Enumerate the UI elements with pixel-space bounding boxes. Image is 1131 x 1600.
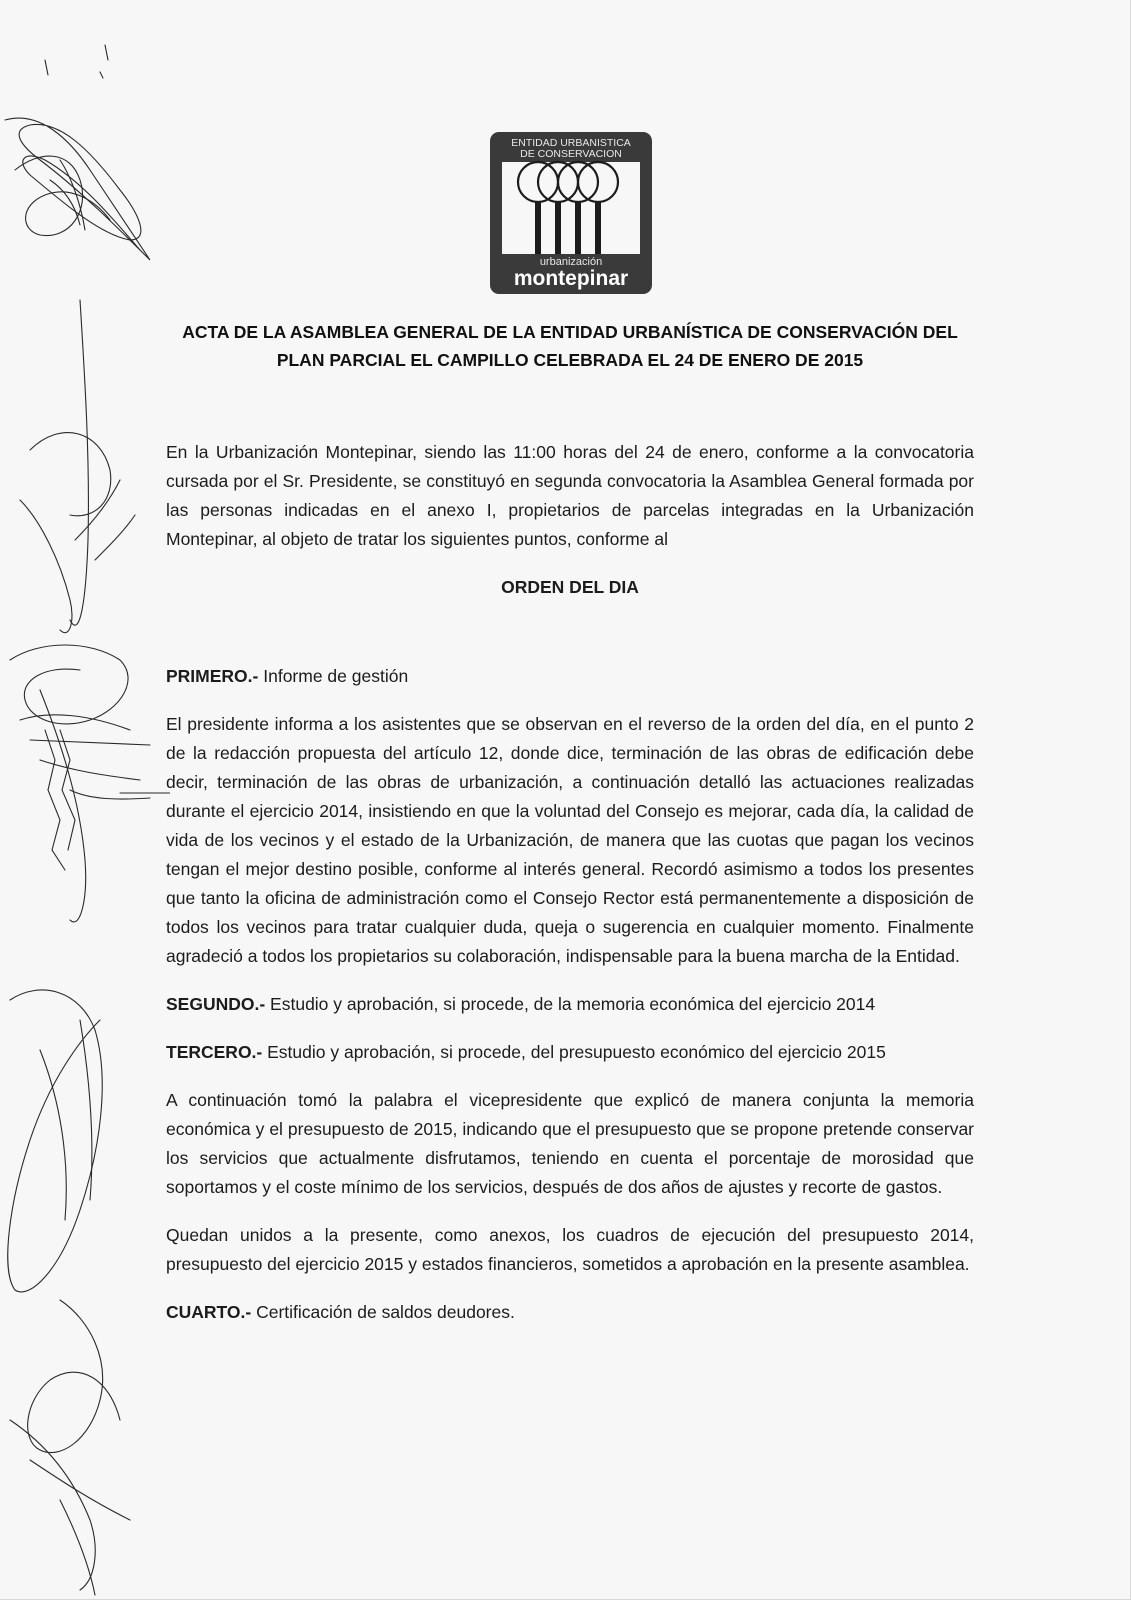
document-title — [160, 318, 980, 374]
logo-line1: ENTIDAD URBANISTICA — [511, 137, 631, 149]
item-tercero — [166, 1038, 974, 1067]
primero-body: El presidente informa a los asistentes que se observan en el reverso de la orden del día, en el punto 2 de la redacción propuesta del artículo 12, donde dice, terminación de las obras de edificación debe decir, terminación de las obras de urbanización, a continuación detalló las actuaciones realizadas durante el ejercicio 2014, insistiendo en que la voluntad del Consejo es mejorar, cada día, la calidad de vida de los vecinos y el estado de la Urbanización, de manera que las cuotas que pagan los vecinos tengan el mejor destino posible, conforme al interés general. Recordó asimismo a todos los presentes que tanto la oficina de administración como el Consejo Rector está permanentemente a disposición de todos los vecinos para tratar cualquier duda, queja o sugerencia en cualquier momento. Finalmente agradeció a todos los propietarios su colaboración, indispensable para la buena marcha de la Entidad. — [166, 714, 974, 966]
intro-paragraph: En la Urbanización Montepinar, siendo las 11:00 horas del 24 de enero, conforme a la convocatoria cursada por el Sr. Presidente, se constituyó en segunda convocatoria la Asamblea General formada por las personas indicadas en el anexo I, propietarios de parcelas integradas en la Urbanización Montepinar, al objeto de tratar los siguientes puntos, conforme al — [166, 442, 974, 549]
item-primero — [166, 662, 974, 691]
title-line-1: ACTA DE LA ASAMBLEA GENERAL DE LA ENTIDAD URBANÍSTICA DE CONSERVACIÓN DEL — [182, 322, 958, 342]
tercero-body-2: Quedan unidos a la presente, como anexos, los cuadros de ejecución del presupuesto 2014, presupuesto del ejercicio 2015 y estados financieros, sometidos a aprobación en la presente asamblea. — [166, 1225, 974, 1274]
title-line-2: PLAN PARCIAL EL CAMPILLO CELEBRADA EL 24 DE ENERO DE 2015 — [276, 350, 864, 370]
item-cuarto — [166, 1298, 974, 1327]
logo-name: montepinar — [513, 267, 629, 290]
item-cuarto-text: Certificación de saldos deudores. — [251, 1302, 515, 1322]
item-tercero-text: Estudio y aprobación, si procede, del presupuesto económico del ejercicio 2015 — [262, 1042, 886, 1062]
montepinar-logo — [490, 132, 652, 294]
logo-line2: DE CONSERVACION — [520, 148, 622, 160]
item-cuarto-label: CUARTO.- — [166, 1302, 252, 1322]
item-segundo-label: SEGUNDO.- — [166, 994, 266, 1014]
item-segundo — [166, 990, 974, 1019]
item-primero-text: Informe de gestión — [258, 666, 409, 686]
agenda-heading: ORDEN DEL DIA — [501, 577, 639, 597]
item-primero-label: PRIMERO.- — [166, 666, 259, 686]
margin-signatures — [0, 0, 170, 1600]
item-segundo-text: Estudio y aprobación, si procede, de la memoria económica del ejercicio 2014 — [265, 994, 876, 1014]
item-tercero-label: TERCERO.- — [166, 1042, 263, 1062]
logo-subtitle: urbanización — [539, 256, 603, 268]
tercero-body-1: A continuación tomó la palabra el vicepresidente que explicó de manera conjunta la memoria económica y el presupuesto de 2015, indicando que el presupuesto que se propone pretende conservar los servicios que actualmente disfrutamos, teniendo en cuenta el porcentaje de morosidad que soportamos y el coste mínimo de los servicios, después de dos años de ajustes y recorte de gastos. — [166, 1090, 974, 1197]
document-body — [166, 438, 974, 1327]
